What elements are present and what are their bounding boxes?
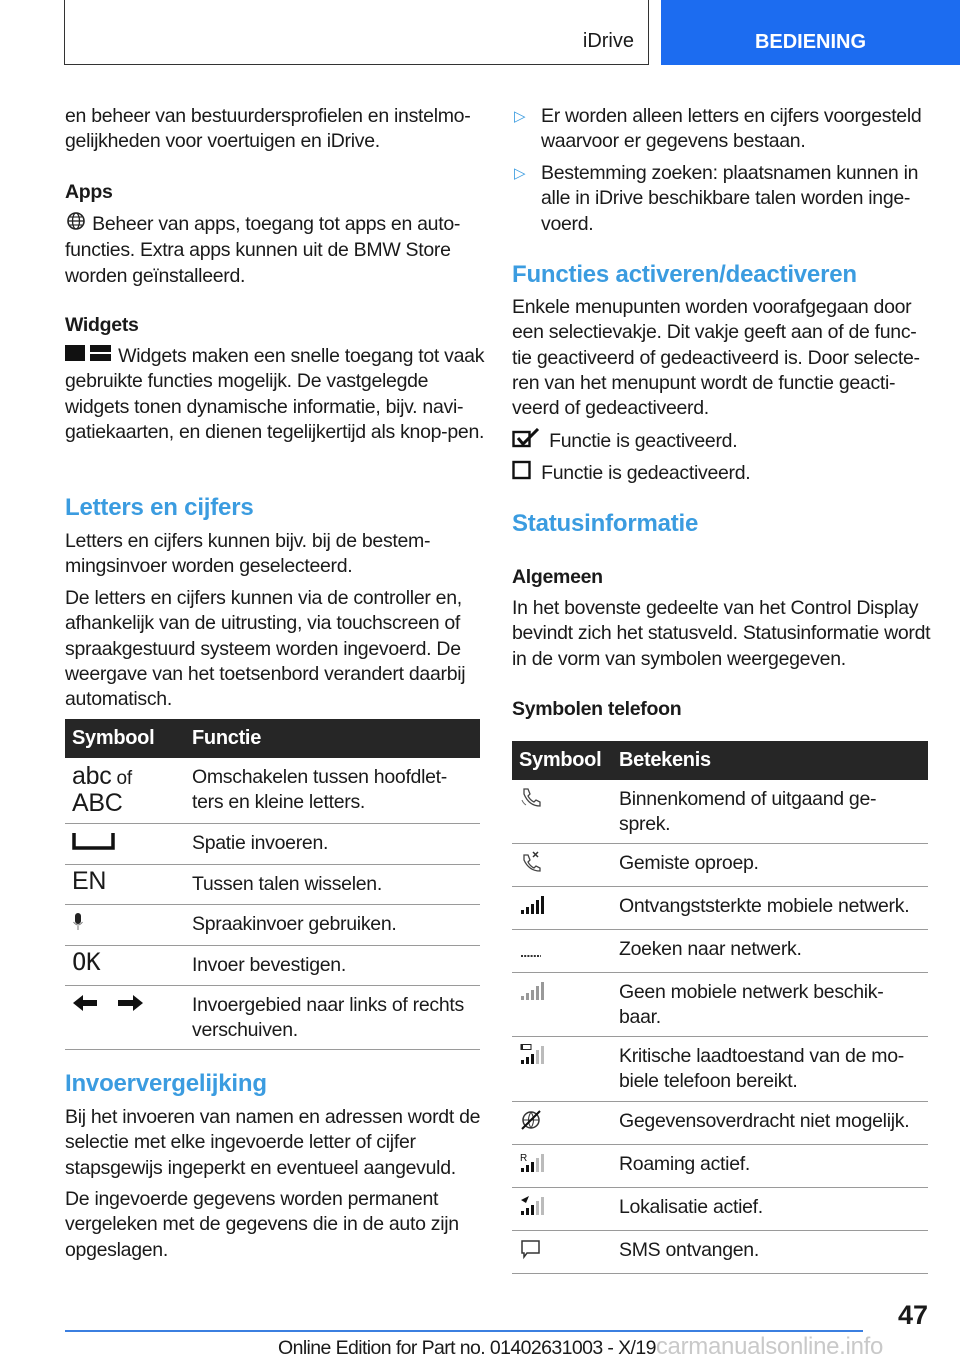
algemeen-title: Algemeen	[512, 566, 603, 588]
footer-edition	[278, 1333, 883, 1361]
symbol-cell	[512, 1037, 612, 1102]
symbol-cell	[65, 865, 185, 905]
missed-call-icon	[519, 851, 547, 880]
phone-call-icon	[519, 787, 547, 816]
table-row	[512, 1188, 928, 1231]
arrows-left-right-icon	[72, 993, 146, 1020]
algemeen-paragraph: In het bovenste gedeelte van het Control Display bevindt zich het statusveld. Statusinformatie wordt in de vorm van symbolen weergegeven.	[512, 597, 931, 670]
meaning-text: Zoeken naar netwerk.	[612, 930, 928, 973]
symbols-table-left	[65, 719, 480, 1050]
table-row	[512, 1231, 928, 1274]
meaning-text: Gegevensoverdracht niet mogelijk.	[612, 1102, 928, 1145]
symbol-cell	[512, 1102, 612, 1145]
page-number: 47	[897, 1300, 928, 1330]
column-header-symbol: Symbool	[512, 741, 612, 780]
table-row	[512, 930, 928, 973]
column-header-meaning: Betekenis	[612, 741, 928, 780]
function-text: Invoer bevestigen.	[185, 946, 480, 986]
symbol-cell	[512, 887, 612, 930]
column-header-symbol: Symbool	[65, 719, 185, 758]
microphone-icon	[72, 912, 84, 939]
symbol-abc: abc	[72, 762, 112, 790]
header-box	[64, 0, 649, 65]
widgets-icon	[65, 344, 113, 369]
checkbox-checked-icon	[512, 428, 540, 455]
letters-heading: Letters en cijfers	[65, 494, 254, 521]
signal-strength-icon	[519, 894, 547, 923]
table-row	[512, 844, 928, 887]
table-row	[65, 758, 480, 824]
checked-row	[512, 428, 932, 455]
intro-paragraph: en beheer van bestuurdersprofielen en instelmo-gelijkheden voor voertuigen en iDrive.	[65, 105, 471, 153]
apps-title: Apps	[65, 181, 113, 203]
widgets-text: Widgets maken een snelle toegang tot vaak gebruikte functies mogelijk. De vastgelegde widgets tonen dynamische informatie, bijv. navi-gatiekaarten, en dienen tegelijkertijd als knop-pen.	[65, 345, 485, 444]
symbol-cell	[512, 973, 612, 1037]
symbol-cell	[65, 986, 185, 1050]
meaning-text: SMS ontvangen.	[612, 1231, 928, 1274]
checked-text: Functie is geactiveerd.	[549, 429, 738, 452]
symbol-cell	[65, 824, 185, 865]
checkbox-unchecked-icon	[512, 460, 532, 487]
function-text: Spraakinvoer gebruiken.	[185, 905, 480, 946]
footer-line	[65, 1330, 863, 1332]
functies-heading: Functies activeren/deactiveren	[512, 261, 857, 288]
widgets-title: Widgets	[65, 314, 139, 336]
table-row	[65, 986, 480, 1050]
space-icon	[72, 831, 116, 858]
symbol-cell	[65, 946, 185, 986]
table-row	[512, 1145, 928, 1188]
meaning-text: Lokalisatie actief.	[612, 1188, 928, 1231]
unchecked-text: Functie is gedeactiveerd.	[541, 461, 751, 484]
functies-paragraph: Enkele menupunten worden voorafgegaan door een selectievakje. Dit vakje geeft aan of de func-tie geactiveerd of gedeactiveerd is. Door selecte-ren van het menupunt wordt de functie geacti-veerd of gedeactiveerd.	[512, 296, 920, 420]
table-row	[512, 1037, 928, 1102]
meaning-text: Ontvangststerkte mobiele netwerk.	[612, 887, 928, 930]
apps-globe-icon	[65, 211, 87, 238]
phone-symbols-table	[512, 741, 928, 1274]
invoer-paragraph-2: De ingevoerde gegevens worden permanent vergeleken met de gegevens die in de auto zijn opgeslagen.	[65, 1188, 459, 1261]
function-text: Spatie invoeren.	[185, 824, 480, 865]
table-row	[65, 905, 480, 946]
apps-text: Beheer van apps, toegang tot apps en auto-functies. Extra apps kunnen uit de BMW Store worden geïnstalleerd.	[65, 212, 461, 287]
meaning-text: Binnenkomend of uitgaand ge-sprek.	[612, 780, 928, 844]
symbol-cell	[512, 780, 612, 844]
table-row	[65, 865, 480, 905]
header-title: iDrive	[582, 30, 634, 52]
roaming-icon	[519, 1152, 547, 1181]
bullet-text: Er worden alleen letters en cijfers voorgesteld waarvoor er gegevens bestaan.	[541, 105, 922, 153]
letters-paragraph-2: De letters en cijfers kunnen via de controller en, afhankelijk van de uitrusting, via touchscreen of spraakgestuurd systeem worden ingevoerd. De weergave van het toetsenbord verandert daarbij automatisch.	[65, 587, 466, 711]
no-data-icon	[519, 1109, 547, 1138]
meaning-text: Roaming actief.	[612, 1145, 928, 1188]
column-header-function: Functie	[185, 719, 480, 758]
letters-paragraph-1: Letters en cijfers kunnen bijv. bij de bestem-mingsinvoer worden geselecteerd.	[65, 530, 431, 578]
apps-paragraph	[65, 211, 485, 289]
table-row	[65, 946, 480, 986]
network-search-icon	[519, 937, 547, 966]
table-row	[512, 973, 928, 1037]
table-row	[65, 824, 480, 865]
bullet-triangle-icon: ▷	[514, 108, 526, 125]
table-row	[512, 780, 928, 844]
edition-text: Online Edition for Part no. 01402631003 - X/19	[278, 1337, 656, 1359]
table-row	[512, 887, 928, 930]
meaning-text: Geen mobiele netwerk beschik-baar.	[612, 973, 928, 1037]
meaning-text: Kritische laadtoestand van de mo-biele telefoon bereikt.	[612, 1037, 928, 1102]
table-row	[512, 1102, 928, 1145]
section-tab: BEDIENING	[661, 0, 960, 65]
function-text: Tussen talen wisselen.	[185, 865, 480, 905]
bullet-text: Bestemming zoeken: plaatsnamen kunnen in alle in iDrive beschikbare talen worden inge-voerd.	[541, 162, 919, 235]
invoer-heading: Invoervergelijking	[65, 1070, 267, 1097]
no-network-icon	[519, 980, 547, 1009]
widgets-paragraph	[65, 344, 485, 445]
symbol-cell	[65, 905, 185, 946]
symbol-cell	[512, 1231, 612, 1274]
symbol-cell	[512, 1145, 612, 1188]
bullet-triangle-icon: ▷	[514, 165, 526, 182]
watermark: carmanualsonline.info	[655, 1333, 884, 1360]
low-battery-signal-icon	[519, 1044, 547, 1073]
symbolen-title: Symbolen telefoon	[512, 698, 682, 720]
function-text: Invoergebied naar links of rechts verschuiven.	[185, 986, 480, 1050]
bullet-item	[512, 104, 932, 155]
symbol-en: EN	[72, 867, 107, 895]
sms-icon	[519, 1238, 547, 1267]
symbol-cell	[512, 1188, 612, 1231]
symbol-cell	[65, 758, 185, 824]
symbol-ok: OK	[72, 948, 101, 976]
unchecked-row	[512, 460, 932, 487]
symbol-of: of	[116, 768, 132, 789]
bullet-item	[512, 161, 932, 237]
symbol-cell	[512, 930, 612, 973]
location-signal-icon	[519, 1195, 547, 1224]
symbol-ABC: ABC	[72, 789, 123, 817]
function-text: Omschakelen tussen hoofdlet-ters en kleine letters.	[185, 758, 480, 824]
meaning-text: Gemiste oproep.	[612, 844, 928, 887]
status-heading: Statusinformatie	[512, 510, 699, 537]
invoer-paragraph-1: Bij het invoeren van namen en adressen wordt de selectie met elke ingevoerde letter of cijfer stapsgewijs ingeperkt en eventueel aangevuld.	[65, 1106, 481, 1179]
symbol-cell	[512, 844, 612, 887]
svg-text:R: R	[520, 1153, 527, 1164]
